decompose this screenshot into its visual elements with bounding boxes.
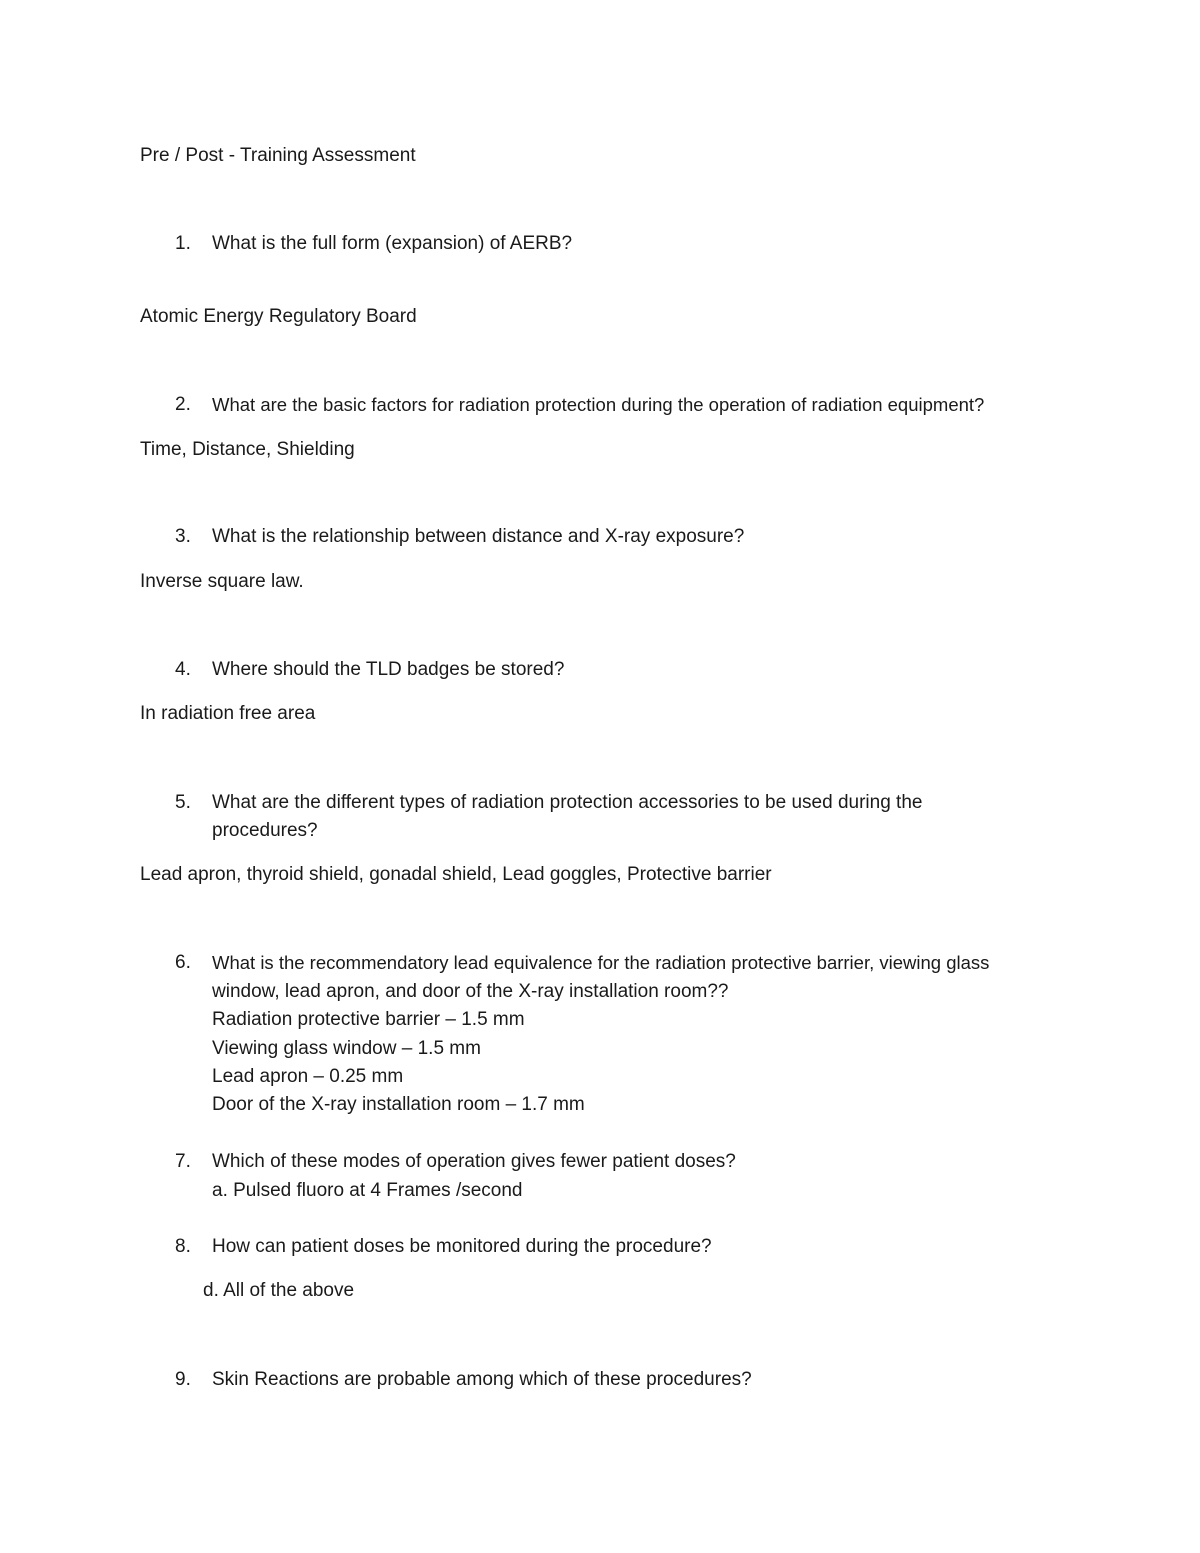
question-number: 6. <box>175 952 191 973</box>
question-number: 1. <box>175 233 191 254</box>
answer-text: Door of the X-ray installation room – 1.7 mm <box>212 1094 585 1115</box>
answer-text: Inverse square law. <box>140 571 304 592</box>
question-number: 2. <box>175 394 191 415</box>
question-number: 5. <box>175 792 191 813</box>
answer-text: Radiation protective barrier – 1.5 mm <box>212 1009 525 1030</box>
page-title: Pre / Post - Training Assessment <box>140 145 416 166</box>
question-text: What are the different types of radiation protection accessories to be used during the <box>212 792 923 813</box>
answer-text: Viewing glass window – 1.5 mm <box>212 1038 481 1059</box>
question-number: 3. <box>175 526 191 547</box>
question-text: How can patient doses be monitored during the procedure? <box>212 1236 712 1257</box>
question-text: What is the recommendatory lead equivalence for the radiation protective barrier, viewing glass <box>212 952 990 973</box>
answer-text: Lead apron, thyroid shield, gonadal shield, Lead goggles, Protective barrier <box>140 864 772 885</box>
question-text: What is the relationship between distance and X-ray exposure? <box>212 526 745 547</box>
question-number: 4. <box>175 659 191 680</box>
question-text: What are the basic factors for radiation protection during the operation of radiation equipment? <box>212 394 985 415</box>
answer-text: Atomic Energy Regulatory Board <box>140 306 417 327</box>
question-text: What is the full form (expansion) of AERB? <box>212 233 573 254</box>
question-text: Which of these modes of operation gives fewer patient doses? <box>212 1151 736 1172</box>
question-number: 9. <box>175 1369 191 1390</box>
question-text: Where should the TLD badges be stored? <box>212 659 565 680</box>
question-text: Skin Reactions are probable among which of these procedures? <box>212 1369 752 1390</box>
question-number: 7. <box>175 1151 191 1172</box>
answer-text: a. Pulsed fluoro at 4 Frames /second <box>212 1180 523 1201</box>
answer-text: Lead apron – 0.25 mm <box>212 1066 404 1087</box>
answer-text: Time, Distance, Shielding <box>140 439 355 460</box>
answer-text: In radiation free area <box>140 703 316 724</box>
question-text: window, lead apron, and door of the X-ray installation room?? <box>212 981 729 1002</box>
question-number: 8. <box>175 1236 191 1257</box>
answer-text: d. All of the above <box>203 1280 355 1301</box>
question-text: procedures? <box>212 820 318 841</box>
